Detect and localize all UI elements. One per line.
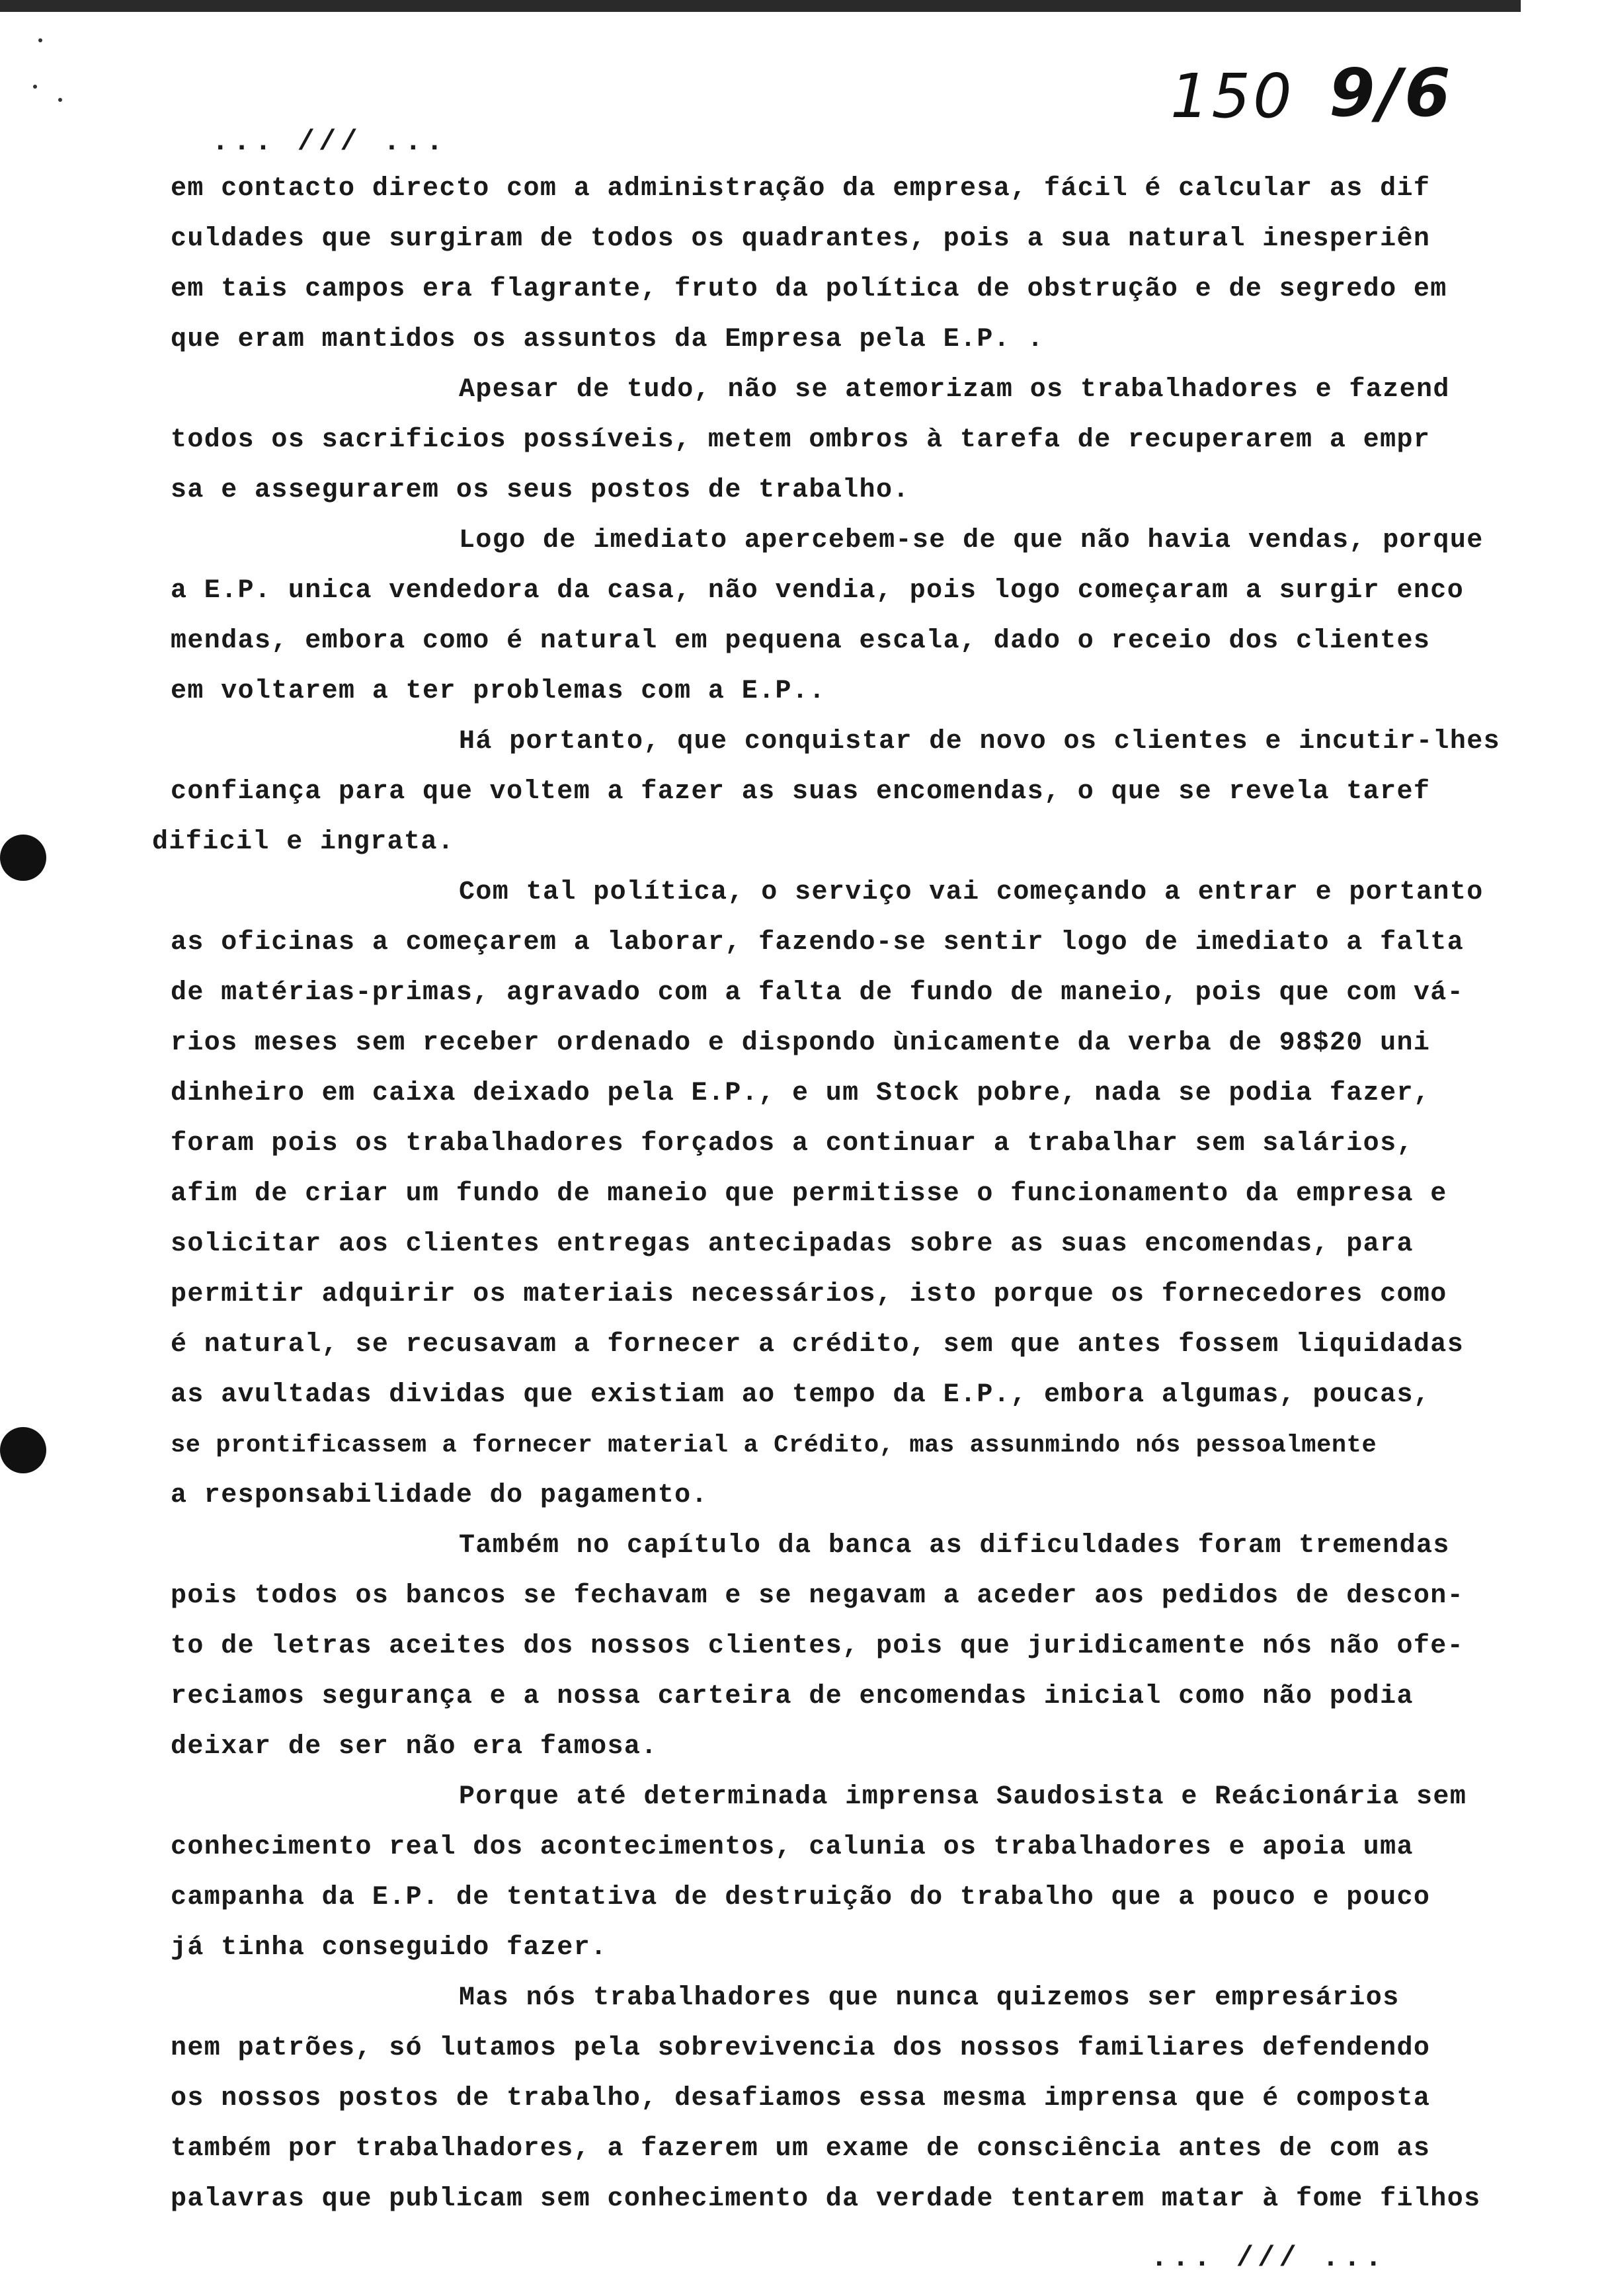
text-line: palavras que publicam sem conhecimento da verdade tentarem matar à fome filhos (171, 2184, 1481, 2214)
text-line: pois todos os bancos se fechavam e se negavam a aceder aos pedidos de descon- (171, 1581, 1465, 1611)
text-line: afim de criar um fundo de maneio que permitisse o funcionamento da empresa e (171, 1179, 1447, 1209)
text-line: culdades que surgiram de todos os quadrantes, pois a sua natural inesperiên (171, 224, 1431, 254)
text-line: já tinha conseguido fazer. (171, 1933, 608, 1963)
punch-hole (0, 1427, 46, 1473)
text-line: dificil e ingrata. (152, 827, 455, 857)
scan-top-edge (0, 0, 1521, 12)
text-line: Também no capítulo da banca as dificuldades foram tremendas (459, 1531, 1450, 1561)
text-line: nem patrões, só lutamos pela sobrevivencia dos nossos familiares defendendo (171, 2033, 1431, 2063)
text-line: a E.P. unica vendedora da casa, não vendia, pois logo começaram a surgir enco (171, 576, 1465, 606)
text-line: em contacto directo com a administração da empresa, fácil é calcular as dif (171, 174, 1431, 204)
text-line: rios meses sem receber ordenado e dispondo ùnicamente da verba de 98$20 uni (171, 1028, 1431, 1058)
text-line: em tais campos era flagrante, fruto da política de obstrução e de segredo em (171, 274, 1447, 304)
text-line: permitir adquirir os materiais necessários, isto porque os fornecedores como (171, 1280, 1447, 1309)
punch-hole (0, 835, 46, 881)
text-line: to de letras aceites dos nossos clientes, pois que juridicamente nós não ofe- (171, 1631, 1465, 1661)
text-line: as avultadas dividas que existiam ao tempo da E.P., embora algumas, poucas, (171, 1380, 1431, 1410)
text-line: foram pois os trabalhadores forçados a continuar a trabalhar sem salários, (171, 1129, 1414, 1159)
scan-speck (38, 38, 42, 42)
text-line: confiança para que voltem a fazer as suas encomendas, o que se revela taref (171, 777, 1431, 807)
text-line: a responsabilidade do pagamento. (171, 1481, 708, 1510)
text-line: também por trabalhadores, a fazerem um exame de consciência antes de com as (171, 2134, 1431, 2164)
text-line: é natural, se recusavam a fornecer a crédito, sem que antes fossem liquidadas (171, 1330, 1465, 1360)
text-line: sa e assegurarem os seus postos de trabalho. (171, 475, 910, 505)
page-number: 150 (1170, 61, 1295, 132)
text-line: campanha da E.P. de tentativa de destruição do trabalho que a pouco e pouco (171, 1883, 1431, 1912)
text-line: todos os sacrificios possíveis, metem ombros à tarefa de recuperarem a empr (171, 425, 1431, 455)
text-line: de matérias-primas, agravado com a falta de fundo de maneio, pois que com vá- (171, 978, 1465, 1008)
continued-marker-bottom: ... /// ... (1150, 2242, 1387, 2275)
text-line: conhecimento real dos acontecimentos, calunia os trabalhadores e apoia uma (171, 1832, 1414, 1862)
text-line: se prontificassem a fornecer material a Crédito, mas assunmindo nós pessoalmente (171, 1432, 1377, 1459)
text-line: os nossos postos de trabalho, desafiamos essa mesma imprensa que é composta (171, 2084, 1431, 2113)
text-line: Porque até determinada imprensa Saudosista e Reácionária sem (459, 1782, 1467, 1812)
text-line: solicitar aos clientes entregas antecipadas sobre as suas encomendas, para (171, 1229, 1414, 1259)
text-line: Há portanto, que conquistar de novo os clientes e incutir-lhes (459, 727, 1501, 757)
text-line: que eram mantidos os assuntos da Empresa pela E.P. . (171, 325, 1045, 354)
text-line: Logo de imediato apercebem-se de que não havia vendas, porque (459, 526, 1484, 555)
scan-speck (33, 85, 37, 89)
text-line: deixar de ser não era famosa. (171, 1732, 658, 1762)
handwritten-reference: 9/6 (1329, 54, 1453, 132)
text-line: Apesar de tudo, não se atemorizam os trabalhadores e fazend (459, 375, 1450, 405)
text-line: dinheiro em caixa deixado pela E.P., e um Stock pobre, nada se podia fazer, (171, 1079, 1431, 1108)
text-line: mendas, embora como é natural em pequena escala, dado o receio dos clientes (171, 626, 1431, 656)
text-line: Mas nós trabalhadores que nunca quizemos ser empresários (459, 1983, 1400, 2013)
text-line: reciamos segurança e a nossa carteira de encomendas inicial como não podia (171, 1682, 1414, 1711)
text-line: as oficinas a começarem a laborar, fazendo-se sentir logo de imediato a falta (171, 928, 1465, 958)
text-line: Com tal política, o serviço vai começando a entrar e portanto (459, 878, 1484, 907)
text-line: em voltarem a ter problemas com a E.P.. (171, 676, 826, 706)
continued-marker-top: ... /// ... (212, 126, 448, 159)
scan-speck (58, 98, 62, 102)
